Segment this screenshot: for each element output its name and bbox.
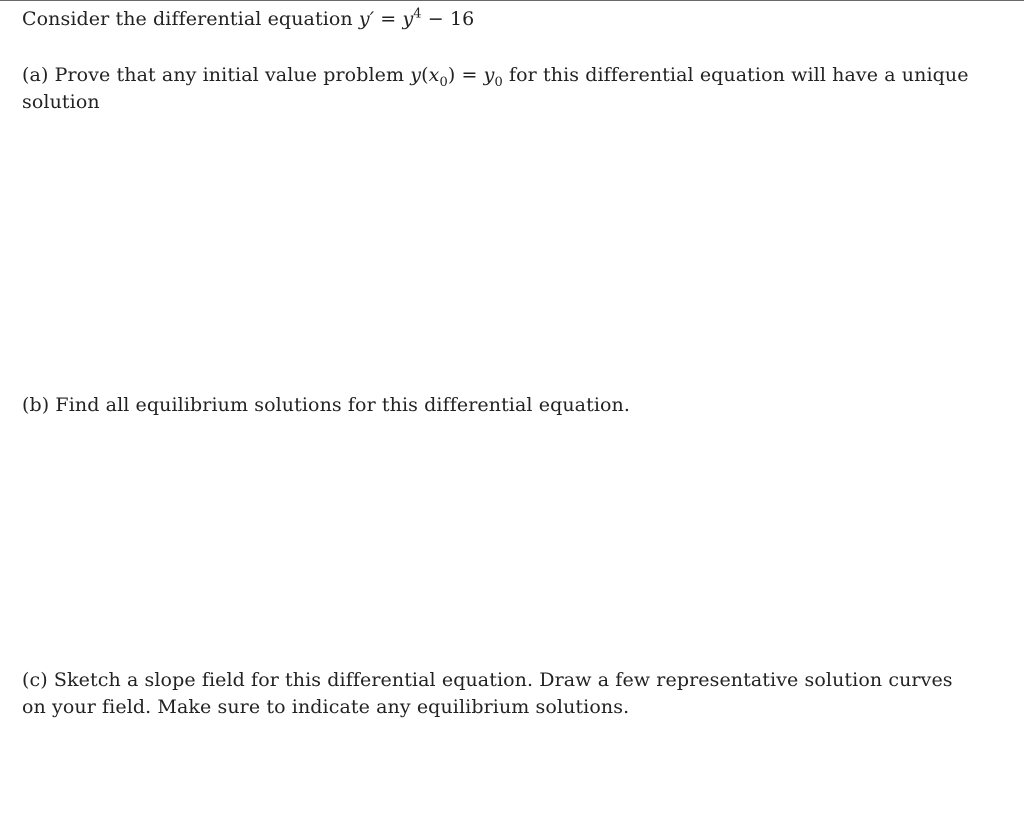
ivp-function: y [410, 64, 422, 86]
problem-intro [22, 6, 977, 33]
part-a-prompt-end: for this differential equation will have a unique solution [22, 64, 969, 113]
part-c-text [22, 667, 977, 721]
part-a-prompt: Prove that any initial value problem [48, 64, 411, 86]
part-c-label: (c) [22, 669, 48, 691]
initial-condition [410, 64, 503, 90]
ivp-variable: x [428, 64, 440, 86]
part-c-prompt: Sketch a slope field for this differential equation. Draw a few representative solution curves on your field. Make sure to indicate any equilibrium solutions. [22, 669, 953, 718]
question-part-c [22, 667, 977, 721]
ivp-equals: = [455, 64, 484, 86]
differential-equation [359, 8, 474, 30]
equation-equals: = [374, 8, 403, 30]
equation-exponent: 4 [413, 6, 422, 22]
part-a-text [22, 62, 977, 116]
clipped-previous-line [22, 0, 282, 2]
ivp-value: y [483, 64, 495, 86]
ivp-lparen: ( [421, 64, 429, 86]
ivp-rparen: ) [447, 64, 456, 86]
part-a-label: (a) [22, 64, 49, 86]
part-b-label: (b) [22, 394, 50, 416]
question-part-b [22, 392, 977, 419]
question-part-a [22, 62, 977, 116]
ivp-value-subscript: 0 [494, 74, 503, 90]
part-b-prompt: Find all equilibrium solutions for this differential equation. [49, 394, 631, 416]
intro-sentence [22, 6, 977, 33]
intro-text: Consider the differential equation [22, 8, 359, 30]
ivp-variable-subscript: 0 [439, 74, 448, 90]
part-b-text [22, 392, 977, 419]
equation-base: y [402, 8, 414, 30]
equation-constant: − 16 [421, 8, 475, 30]
equation-lhs: y′ [358, 8, 375, 30]
